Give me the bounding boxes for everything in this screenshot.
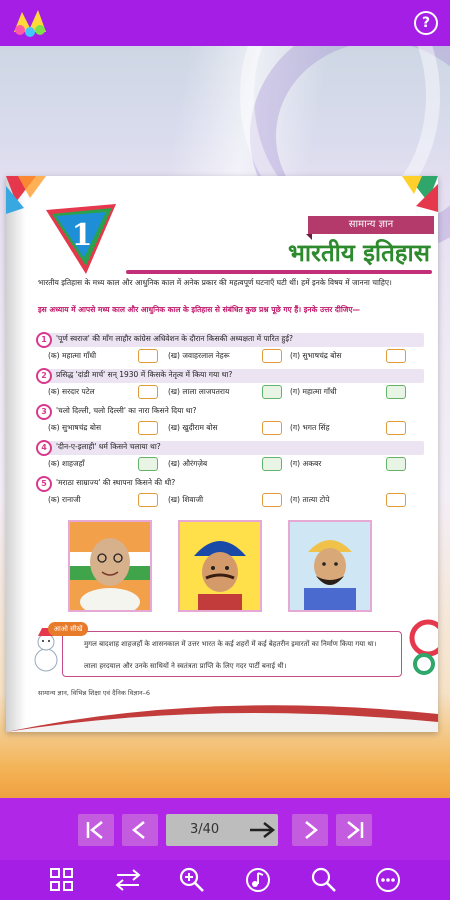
question-text: 'दीन-ए-इलाही' धर्म किसने चलाया था? xyxy=(56,442,161,451)
search-icon[interactable] xyxy=(310,866,338,894)
reader-background xyxy=(0,46,450,798)
tip-line: लाला हरदयाल और उनके साथियों ने स्वतंत्रता प्राप्ति के लिए गदर पार्टी बनाई थी। xyxy=(84,662,287,670)
last-page-button[interactable] xyxy=(336,814,372,846)
question-circle-icon: ? xyxy=(421,15,431,31)
page-number: 3/40 xyxy=(190,822,220,837)
option-c: (ग) अकबर xyxy=(290,459,322,468)
question-text: 'चलो दिल्ली, चलो दिल्ली' का नारा किसने दिया था? xyxy=(56,406,197,415)
portrait-gandhi xyxy=(68,520,152,612)
option-c: (ग) सुभाषचंद्र बोस xyxy=(290,351,342,360)
corner-decoration xyxy=(392,176,438,216)
question-item xyxy=(36,368,432,404)
question-number: 3 xyxy=(36,404,52,420)
first-page-icon xyxy=(84,820,108,840)
corner-decoration xyxy=(398,616,438,686)
question-number: 4 xyxy=(36,440,52,456)
title-underline xyxy=(126,270,432,274)
question-item xyxy=(36,332,432,368)
option-b: (ख) खुदीराम बोस xyxy=(168,423,218,432)
previous-page-icon xyxy=(128,820,152,840)
page-swoosh xyxy=(6,696,438,732)
page-indicator[interactable] xyxy=(166,814,278,846)
portrait-bhagat-singh-icon xyxy=(180,522,260,610)
last-page-icon xyxy=(342,820,366,840)
option-c: (ग) भगत सिंह xyxy=(290,423,330,432)
section-tag: सामान्य ज्ञान xyxy=(308,216,434,234)
answer-box[interactable] xyxy=(138,421,158,435)
answer-box[interactable] xyxy=(262,493,282,507)
app-logo-icon[interactable] xyxy=(10,6,50,40)
page-title: भारतीय इतिहास xyxy=(288,238,430,267)
answer-box[interactable] xyxy=(262,385,282,399)
answer-box[interactable] xyxy=(138,457,158,471)
help-button[interactable] xyxy=(414,11,438,35)
option-a: (क) सरदार पटेल xyxy=(48,387,95,396)
music-icon[interactable] xyxy=(244,866,272,894)
answer-box[interactable] xyxy=(386,493,406,507)
option-c: (ग) तात्या टोपे xyxy=(290,495,330,504)
app-header xyxy=(0,0,450,46)
page-footer: सामान्य ज्ञान, विभिन्न शिक्षा एवं दैनिक विज्ञान–6 xyxy=(38,689,151,697)
option-a: (क) शाहजहाँ xyxy=(48,459,85,468)
question-number: 2 xyxy=(36,368,52,384)
option-b: (ख) लाला लाजपतराय xyxy=(168,387,230,396)
question-text: 'मराठा साम्राज्य' की स्थापना किसने की थी? xyxy=(56,478,176,487)
option-b: (ख) जवाहरलाल नेहरू xyxy=(168,351,230,360)
first-page-button[interactable] xyxy=(78,814,114,846)
question-text: प्रसिद्ध 'दांडी मार्च' सन् 1930 में किसके नेतृत्व में किया गया था? xyxy=(56,370,233,379)
question-list xyxy=(36,332,432,512)
question-text: 'पूर्ण स्वराज' की माँग लाहौर कांग्रेस अधिवेशन के दौरान किसकी अध्यक्षता में पारित हुई? xyxy=(56,334,293,343)
portrait-gandhi-icon xyxy=(70,522,150,610)
arrow-right-icon[interactable] xyxy=(248,822,276,838)
answer-box[interactable] xyxy=(138,349,158,363)
portrait-shivaji xyxy=(288,520,372,612)
option-b: (ख) शिवाजी xyxy=(168,495,204,504)
question-number: 1 xyxy=(36,332,52,348)
answer-box[interactable] xyxy=(262,349,282,363)
bottom-toolbar xyxy=(0,860,450,900)
book-page[interactable] xyxy=(6,176,438,732)
option-c: (ग) महात्मा गाँधी xyxy=(290,387,337,396)
next-page-button[interactable] xyxy=(292,814,328,846)
option-b: (ख) औरंगज़ेब xyxy=(168,459,208,468)
answer-box[interactable] xyxy=(386,457,406,471)
instruction-text: इस अध्याय में आपसे मध्य काल और आधुनिक काल के इतिहास से संबंधित कुछ प्रश्न पूछे गए हैं। इनके उत्तर दीजिए— xyxy=(38,305,361,314)
tip-line: मुगल बादशाह शाहजहाँ के शासनकाल में उत्तर भारत के कई शहरों में कई बेहतरीन इमारतों का निर्माण किया गया था। xyxy=(84,640,377,648)
intro-text: भारतीय इतिहास के मध्य काल और आधुनिक काल में अनेक प्रकार की महत्वपूर्ण घटनाएँ घटी थीं। हमें इनके विषय में जानना चाहिए। xyxy=(38,278,392,287)
page-navigation-bar xyxy=(0,798,450,860)
next-page-icon xyxy=(298,820,322,840)
answer-box[interactable] xyxy=(138,385,158,399)
question-item xyxy=(36,404,432,440)
swap-icon[interactable] xyxy=(114,866,142,894)
question-item xyxy=(36,440,432,476)
more-icon[interactable] xyxy=(374,866,402,894)
option-a: (क) महात्मा गाँधी xyxy=(48,351,97,360)
option-a: (क) सुभाषचंद्र बोस xyxy=(48,423,102,432)
chapter-number: 1 xyxy=(71,218,93,253)
grid-icon[interactable] xyxy=(48,866,76,894)
portrait-bhagat-singh xyxy=(178,520,262,612)
answer-box[interactable] xyxy=(262,457,282,471)
tip-label: आओ सीखें xyxy=(48,622,88,636)
portrait-shivaji-icon xyxy=(290,522,370,610)
option-a: (क) रानाजी xyxy=(48,495,81,504)
answer-box[interactable] xyxy=(262,421,282,435)
question-item xyxy=(36,476,432,512)
answer-box[interactable] xyxy=(138,493,158,507)
zoom-in-icon[interactable] xyxy=(178,866,206,894)
previous-page-button[interactable] xyxy=(122,814,158,846)
answer-box[interactable] xyxy=(386,421,406,435)
question-number: 5 xyxy=(36,476,52,492)
answer-box[interactable] xyxy=(386,385,406,399)
answer-box[interactable] xyxy=(386,349,406,363)
